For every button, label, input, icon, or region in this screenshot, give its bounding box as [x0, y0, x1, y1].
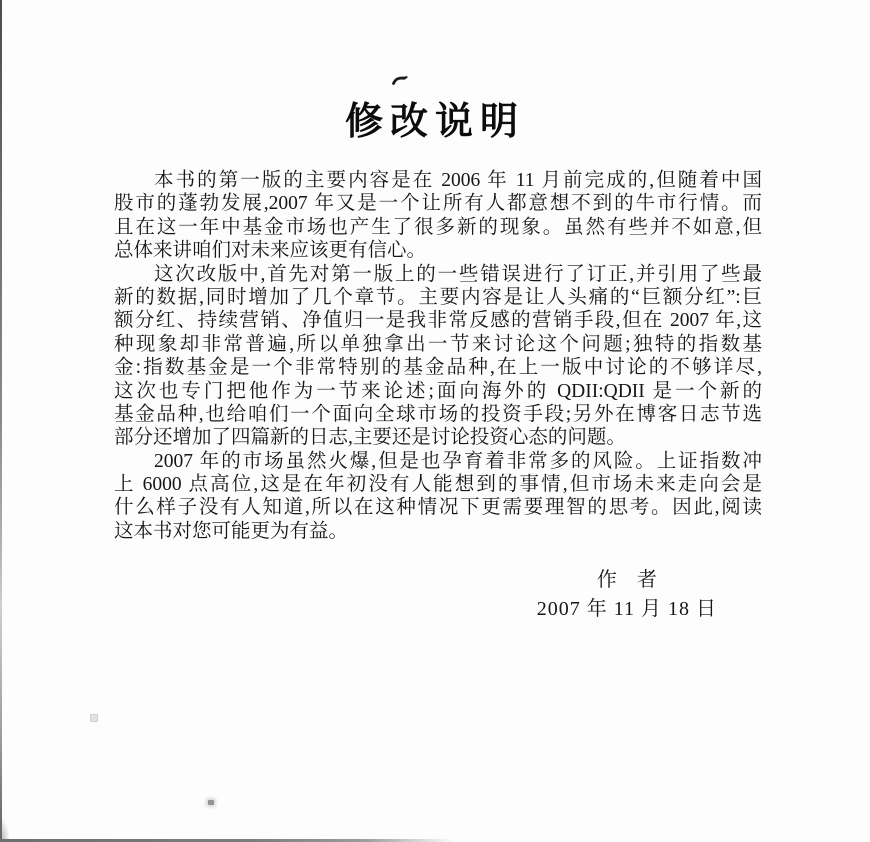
body-line: 总体来讲咱们对未来应该更有信心。: [114, 240, 427, 262]
body-line: 2007 年的市场虽然火爆,但是也孕育着非常多的风险。上证指数冲: [154, 450, 762, 472]
signature-block: [537, 568, 717, 621]
body-line: 这次改版中,首先对第一版上的一些错误进行了订正,并引用了些最: [154, 263, 762, 285]
signature-date: 2007 年 11 月 18 日: [536, 598, 717, 620]
signature-author: 作 者: [596, 569, 657, 591]
scan-corner-blot-artifact: [0, 818, 9, 840]
body-line: 什么样子没有人知道,所以在这种情况下更需要理智的思考。因此,阅读: [114, 497, 762, 519]
body-line: 这本书对您可能更为有益。: [114, 520, 349, 542]
body-line: 部分还增加了四篇新的日志,主要还是讨论投资心态的问题。: [114, 427, 626, 449]
body-line: 新的数据,同时增加了几个章节。主要内容是让人头痛的“巨额分红”:巨: [114, 286, 762, 308]
page-body: [114, 169, 762, 543]
body-line: 基金品种,也给咱们一个面向全球市场的投资手段;另外在博客日志节选: [114, 403, 762, 425]
body-line: 金:指数基金是一个非常特别的基金品种,在上一版中讨论的不够详尽,: [114, 357, 762, 379]
body-line: 额分红、持续营销、净值归一是我非常反感的营销手段,但在 2007 年,这: [114, 310, 762, 332]
body-line: 种现象却非常普遍,所以单独拿出一节来讨论这个问题;独特的指数基: [114, 333, 762, 355]
body-line: 本书的第一版的主要内容是在 2006 年 11 月前完成的,但随着中国: [154, 170, 762, 191]
body-line: 这次也专门把他作为一节来论述;面向海外的 QDII:QDII 是一个新的: [114, 380, 762, 402]
scan-speck-artifact: [208, 800, 214, 805]
page-title: 修改说明: [344, 101, 525, 143]
ink-smudge-artifact: [392, 72, 409, 87]
body-line: 且在这一年中基金市场也产生了很多新的现象。虽然有些并不如意,但: [114, 216, 762, 238]
body-line: 上 6000 点高位,这是在年初没有人能想到的事情,但市场未来走向会是: [114, 474, 762, 496]
body-line: 股市的蓬勃发展,2007 年又是一个让所有人都意想不到的牛市行情。而: [114, 193, 762, 215]
scan-speck-artifact: [90, 714, 98, 722]
